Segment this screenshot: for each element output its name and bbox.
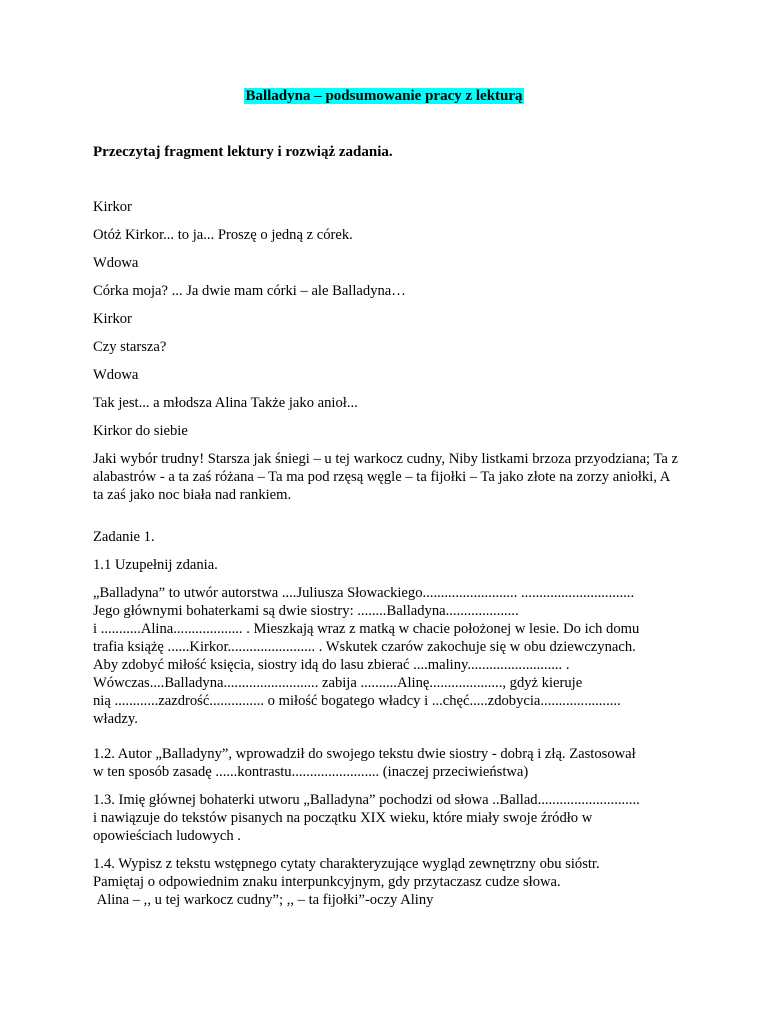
instruction: Przeczytaj fragment lektury i rozwiąż zadania. (93, 144, 393, 160)
task-1-3-line: i nawiązuje do tekstów pisanych na początku XIX wieku, które miały swoje źródło w (93, 810, 593, 826)
task-1-2 (93, 745, 683, 781)
task-1-4-answer: Alina – ,, u tej warkocz cudny”; ,, – ta fijołki”-oczy Aliny (93, 892, 434, 908)
task-1-1-line: Wówczas....Balladyna.......................... zabija ..........Alinę...................., gdyż kieruje (93, 675, 583, 691)
dialogue-line: Otóż Kirkor... to ja... Proszę o jedną z córek. (93, 227, 353, 243)
task-1-1-line: Aby zdobyć miłość księcia, siostry idą do lasu zbierać ....maliny.......................... . (93, 657, 570, 673)
task-1-3 (93, 791, 683, 845)
task-1-1-line: i ...........Alina................... . Mieszkają wraz z matką w chacie położonej w lesie. Do ich domu (93, 621, 640, 637)
dialogue-line: Tak jest... a młodsza Alina Także jako anioł... (93, 395, 358, 411)
task-1-4 (93, 855, 683, 909)
task-1-1-label: 1.1 Uzupełnij zdania. (93, 557, 218, 573)
task-1-1-text (93, 584, 683, 728)
task-1-4-line: 1.4. Wypisz z tekstu wstępnego cytaty charakteryzujące wygląd zewnętrzny obu sióstr. (93, 856, 600, 872)
speaker-label: Kirkor (93, 199, 132, 215)
task-1-3-line: 1.3. Imię głównej bohaterki utworu „Balladyna” pochodzi od słowa ..Ballad............................ (93, 792, 640, 808)
task-1-1-line: władzy. (93, 711, 138, 727)
task-1-4-line: Pamiętaj o odpowiednim znaku interpunkcyjnym, gdy przytaczasz cudze słowa. (93, 874, 561, 890)
document-title: Balladyna – podsumowanie pracy z lekturą (245, 88, 523, 104)
dialogue-line: Córka moja? ... Ja dwie mam córki – ale Balladyna… (93, 283, 406, 299)
task-1-1-line: Jego głównymi bohaterkami są dwie siostry: ........Balladyna.................... (93, 603, 519, 619)
title-block (0, 87, 768, 106)
task-1-1-line: „Balladyna” to utwór autorstwa ....Juliusza Słowackiego.......................... ............................... (93, 585, 635, 601)
task-1-2-line: w ten sposób zasadę ......kontrastu........................ (inaczej przeciwieństwa) (93, 764, 529, 780)
speaker-label: Kirkor do siebie (93, 423, 188, 439)
document-body (93, 198, 683, 919)
task-1-3-line: opowieściach ludowych . (93, 828, 241, 844)
speaker-label: Wdowa (93, 367, 139, 383)
task-heading: Zadanie 1. (93, 529, 155, 545)
speaker-label: Kirkor (93, 311, 132, 327)
task-1-1-line: trafia książę ......Kirkor........................ . Wskutek czarów zakochuje się w obu dziewczynach. (93, 639, 636, 655)
task-1-1-line: nią ............zazdrość............... o miłość bogatego władcy i ...chęć.....zdobycia...................... (93, 693, 621, 709)
speaker-label: Wdowa (93, 255, 139, 271)
task-1-2-line: 1.2. Autor „Balladyny”, wprowadził do swojego tekstu dwie siostry - dobrą i złą. Zastosował (93, 746, 636, 762)
dialogue-paragraph: Jaki wybór trudny! Starsza jak śniegi – u tej warkocz cudny, Niby listkami brzoza przyodziana; Ta z alabastrów - a ta zaś różana – Ta ma pod rzęsą węgle – ta fijołki – Ta jako złote na zorzy aniołki, A ta zaś jako noc biała nad rankiem. (93, 451, 678, 503)
dialogue-line: Czy starsza? (93, 339, 167, 355)
